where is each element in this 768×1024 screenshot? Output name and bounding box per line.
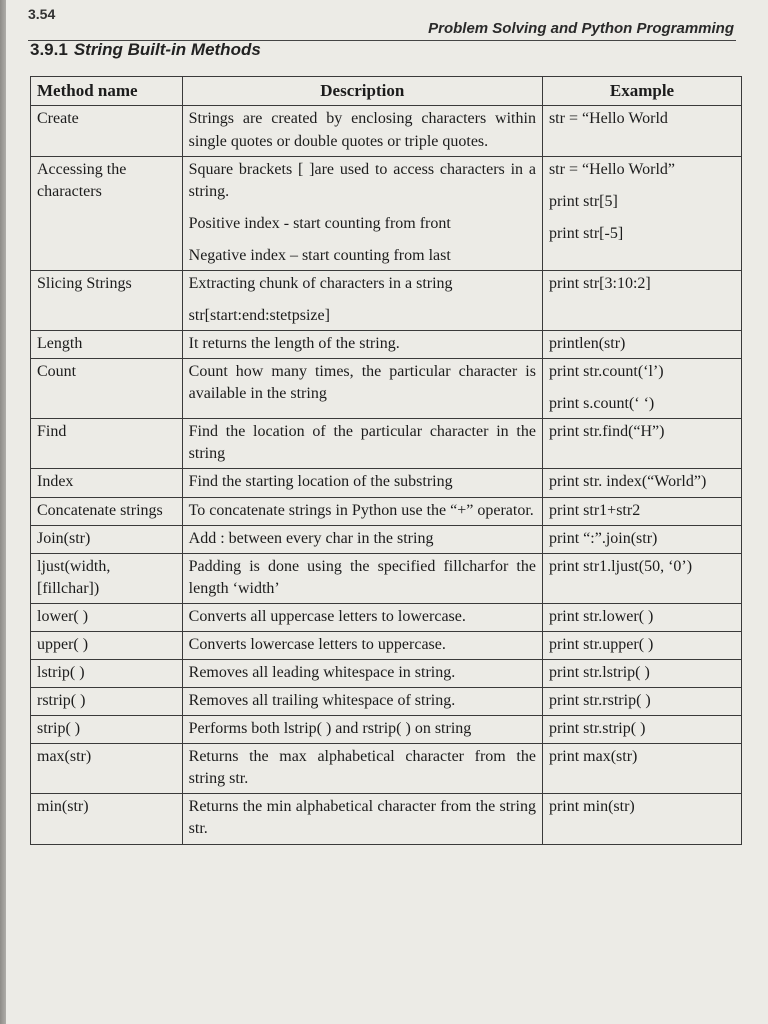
table-row: [31, 603, 742, 631]
example-code: print str. index(“World”): [548, 473, 707, 491]
description-text: Extracting chunk of characters in a string: [188, 274, 453, 292]
example-cell: [542, 469, 741, 497]
example-cell: [542, 794, 741, 844]
table-row: [31, 331, 742, 359]
example-code: print str.lstrip( ): [548, 664, 650, 682]
description-text: Returns the min alphabetical character from the string str.: [188, 798, 536, 838]
example-code: print str[3:10:2]: [548, 274, 651, 292]
example-cell: [542, 603, 741, 631]
table-body: [31, 106, 742, 844]
description-text: Find the location of the particular character in the string: [188, 423, 536, 463]
method-name-cell: rstrip( ): [31, 688, 183, 716]
example-cell: [542, 419, 741, 469]
description-text: Removes all trailing whitespace of string.: [188, 692, 456, 710]
example-cell: [542, 270, 741, 330]
description-cell: [182, 419, 542, 469]
description-text: To concatenate strings in Python use the “+” operator.: [188, 501, 534, 519]
example-code: print str.lower( ): [548, 607, 654, 625]
header-method-name: Method name: [31, 77, 183, 106]
description-cell: [182, 716, 542, 744]
method-name-cell: strip( ): [31, 716, 183, 744]
description-text: Find the starting location of the substring: [188, 473, 453, 491]
method-name-cell: max(str): [31, 744, 183, 794]
example-cell: [542, 106, 741, 156]
page-number: 3.54: [28, 6, 56, 22]
table-row: [31, 156, 742, 270]
string-methods-table: [30, 76, 742, 845]
paragraph-gap: [189, 203, 536, 213]
method-name-cell: lower( ): [31, 603, 183, 631]
method-name-cell: Create: [31, 106, 183, 156]
book-page: [6, 0, 768, 1024]
method-name-cell: Slicing Strings: [31, 270, 183, 330]
table-row: [31, 688, 742, 716]
table-header-row: [31, 77, 742, 106]
description-cell: [182, 525, 542, 553]
table-row: [31, 106, 742, 156]
description-text: Positive index - start counting from front: [188, 214, 451, 232]
method-name-cell: min(str): [31, 794, 183, 844]
header-description: Description: [182, 77, 542, 106]
example-cell: [542, 660, 741, 688]
table-row: [31, 359, 742, 419]
description-cell: [182, 469, 542, 497]
example-cell: [542, 716, 741, 744]
description-cell: [182, 156, 542, 270]
example-code: print str.strip( ): [548, 720, 646, 738]
description-text: Add : between every char in the string: [188, 529, 434, 547]
description-cell: [182, 688, 542, 716]
description-text: Removes all leading whitespace in string.: [188, 664, 456, 682]
example-code: print str[5]: [548, 192, 618, 210]
method-name-cell: Find: [31, 419, 183, 469]
table-row: [31, 794, 742, 844]
header-example: Example: [542, 77, 741, 106]
example-cell: [542, 525, 741, 553]
table-row: [31, 525, 742, 553]
example-code: print str.find(“H”): [548, 423, 665, 441]
method-name-cell: ljust(width, [fillchar]): [31, 553, 183, 603]
example-cell: [542, 359, 741, 419]
example-code: printlen(str): [548, 335, 626, 353]
example-code: print min(str): [548, 798, 635, 816]
description-cell: [182, 553, 542, 603]
method-name-cell: Count: [31, 359, 183, 419]
example-cell: [542, 497, 741, 525]
section-title: [30, 40, 261, 60]
description-text: Padding is done using the specified fillcharfor the length ‘width’: [188, 557, 536, 597]
paragraph-gap: [189, 295, 536, 305]
description-cell: [182, 794, 542, 844]
table-row: [31, 744, 742, 794]
table-row: [31, 469, 742, 497]
description-cell: [182, 660, 542, 688]
example-code: str = “Hello World: [548, 110, 668, 128]
method-name-cell: Length: [31, 331, 183, 359]
description-cell: [182, 603, 542, 631]
table-row: [31, 270, 742, 330]
example-code: print s.count(‘ ‘): [548, 395, 655, 413]
method-name-cell: upper( ): [31, 631, 183, 659]
description-cell: [182, 631, 542, 659]
table-row: [31, 660, 742, 688]
description-text: Performs both lstrip( ) and rstrip( ) on string: [188, 720, 472, 738]
paragraph-gap: [549, 383, 735, 393]
method-name-cell: lstrip( ): [31, 660, 183, 688]
example-code: print “:”.join(str): [548, 529, 658, 547]
example-cell: [542, 156, 741, 270]
description-text: Count how many times, the particular character is available in the string: [188, 363, 536, 403]
method-name-cell: Accessing the characters: [31, 156, 183, 270]
paragraph-gap: [549, 181, 735, 191]
table-row: [31, 716, 742, 744]
example-code: print str1.ljust(50, ‘0’): [548, 557, 693, 575]
description-text: Strings are created by enclosing characters within single quotes or double quotes or triple quotes.: [188, 110, 536, 150]
description-cell: [182, 359, 542, 419]
section-title-text: String Built-in Methods: [73, 40, 261, 59]
example-code: print str.upper( ): [548, 635, 654, 653]
description-text: Converts all uppercase letters to lowercase.: [188, 607, 466, 625]
description-cell: [182, 744, 542, 794]
description-text: str[start:end:stetpsize]: [188, 307, 330, 324]
example-code: print max(str): [548, 748, 638, 766]
description-text: It returns the length of the string.: [188, 335, 400, 353]
method-name-cell: Index: [31, 469, 183, 497]
example-code: print str1+str2: [548, 501, 641, 519]
description-text: Returns the max alphabetical character from the string str.: [188, 748, 536, 788]
example-code: str = “Hello World”: [548, 160, 676, 178]
example-cell: [542, 331, 741, 359]
example-cell: [542, 744, 741, 794]
running-head: Problem Solving and Python Programming: [428, 20, 734, 37]
table-row: [31, 631, 742, 659]
description-text: Converts lowercase letters to uppercase.: [188, 635, 446, 653]
description-cell: [182, 270, 542, 330]
paragraph-gap: [189, 235, 536, 245]
table-row: [31, 553, 742, 603]
method-name-cell: Concatenate strings: [31, 497, 183, 525]
method-name-cell: Join(str): [31, 525, 183, 553]
example-code: print str[-5]: [548, 224, 624, 242]
section-number: 3.9.1: [30, 40, 68, 59]
example-cell: [542, 631, 741, 659]
description-text: Negative index – start counting from last: [188, 246, 451, 264]
description-cell: [182, 331, 542, 359]
example-code: print str.rstrip( ): [548, 692, 651, 710]
example-cell: [542, 688, 741, 716]
description-text: Square brackets [ ]are used to access characters in a string.: [188, 160, 536, 200]
table-row: [31, 497, 742, 525]
description-cell: [182, 106, 542, 156]
example-cell: [542, 553, 741, 603]
example-code: print str.count(‘l’): [548, 363, 664, 381]
paragraph-gap: [549, 213, 735, 223]
table-row: [31, 419, 742, 469]
description-cell: [182, 497, 542, 525]
